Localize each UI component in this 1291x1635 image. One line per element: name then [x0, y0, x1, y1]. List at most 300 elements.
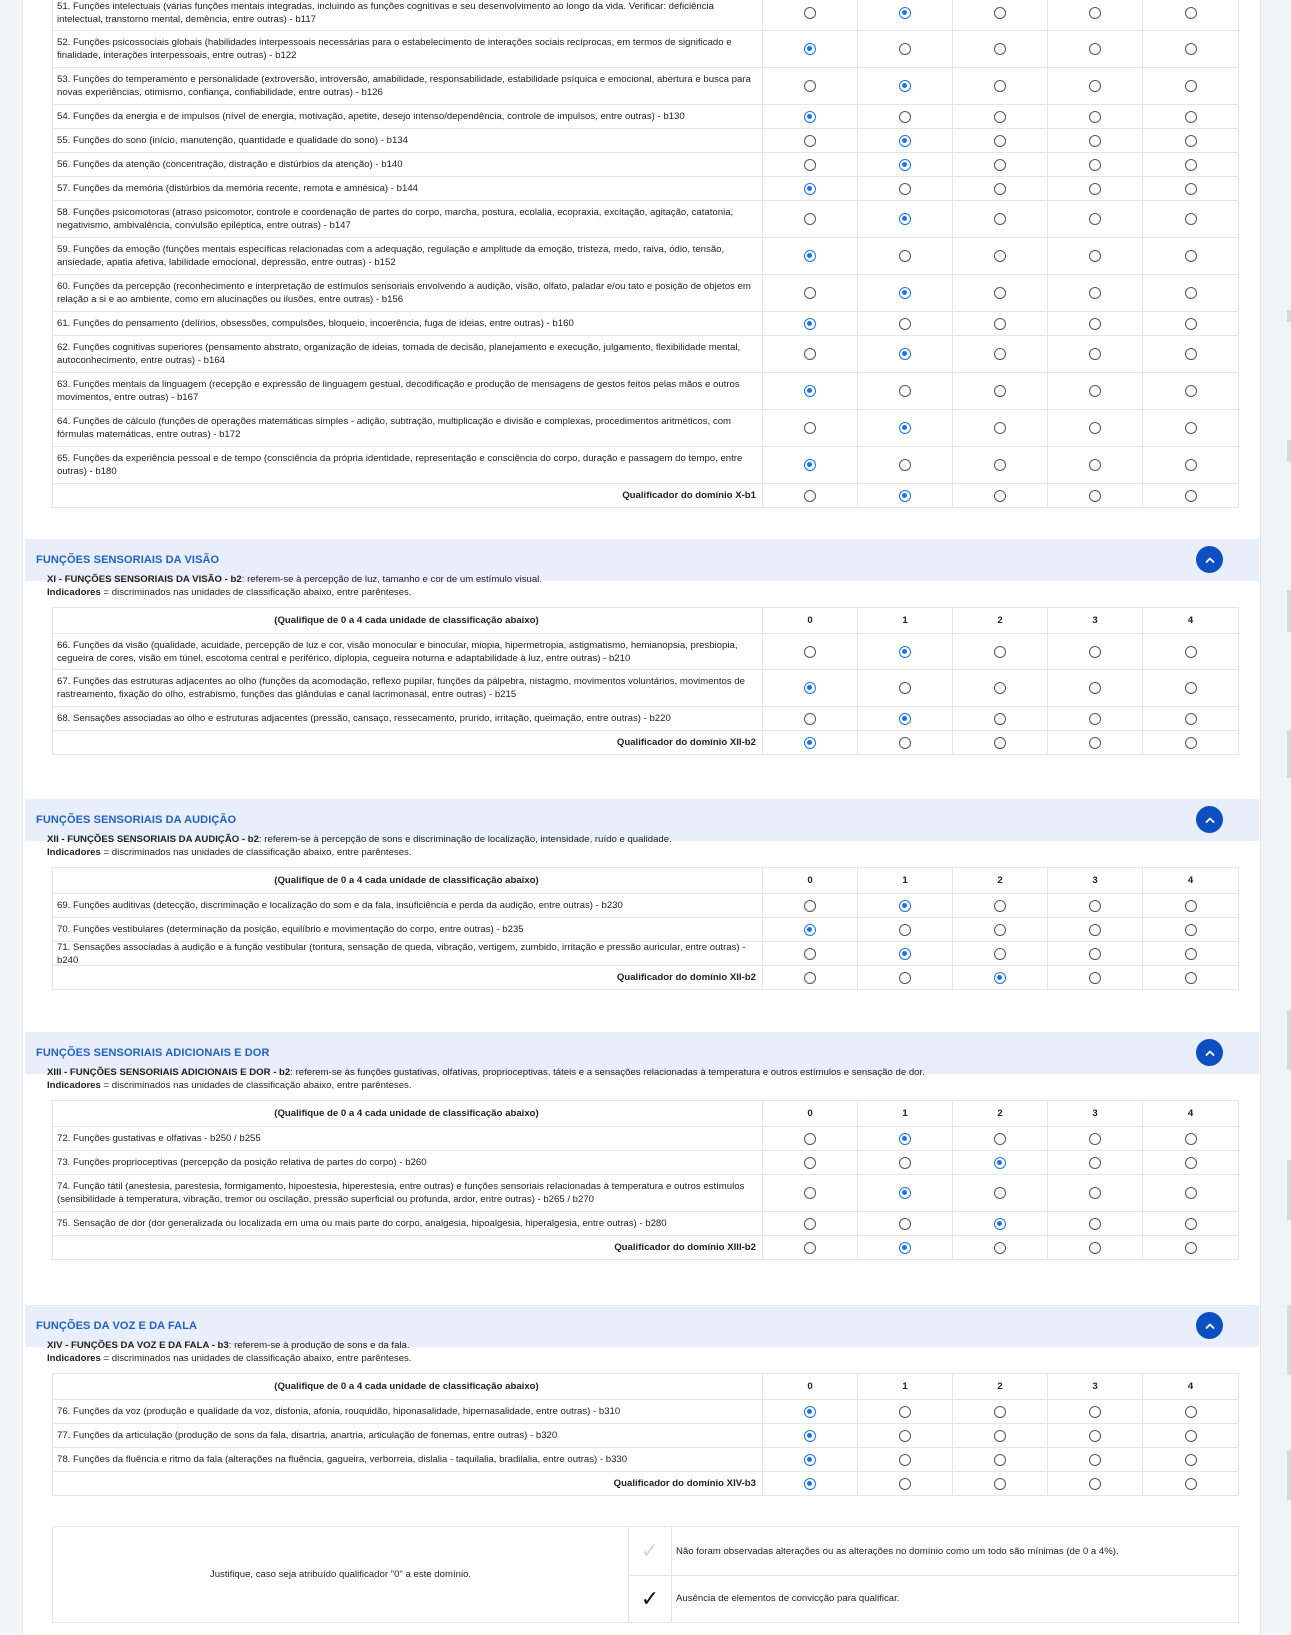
item-radio-1[interactable] — [899, 183, 911, 195]
item-radio-1[interactable] — [899, 348, 911, 360]
item-radio-1[interactable] — [899, 135, 911, 147]
item-radio-2[interactable] — [994, 7, 1006, 19]
item-radio-1[interactable] — [899, 713, 911, 725]
table-row — [53, 1400, 1238, 1424]
table-header-row — [53, 868, 1238, 894]
justification-option-1[interactable] — [629, 1527, 1238, 1576]
indicators-text: = discriminados nas unidades de classificação abaixo, entre parênteses. — [100, 847, 412, 858]
item-radio-2[interactable] — [994, 250, 1006, 262]
item-label: 55. Funções do sono (início, manutenção, quantidade e qualidade do sono) - b134 — [53, 129, 763, 152]
item-radio-0[interactable] — [804, 1218, 816, 1230]
item-radio-0[interactable] — [804, 318, 816, 330]
item-radio-1[interactable] — [899, 1157, 911, 1169]
radio-cell — [858, 894, 953, 917]
item-radio-4[interactable] — [1185, 422, 1197, 434]
qualifier-radio-4[interactable] — [1185, 737, 1197, 749]
radio-cell — [1048, 336, 1143, 372]
item-radio-3[interactable] — [1089, 1187, 1101, 1199]
qualifier-radio-2[interactable] — [994, 1242, 1006, 1254]
item-radio-1[interactable] — [899, 1187, 911, 1199]
radio-cell — [763, 1448, 858, 1471]
column-header: 1 — [858, 868, 953, 893]
radio-cell — [953, 1236, 1048, 1259]
item-radio-0[interactable] — [804, 7, 816, 19]
radio-cell — [763, 707, 858, 730]
qualifier-radio-3[interactable] — [1089, 490, 1101, 502]
table-row — [53, 312, 1238, 336]
scroll-marker — [1287, 1010, 1291, 1070]
radio-cell — [763, 731, 858, 754]
item-radio-1[interactable] — [899, 385, 911, 397]
table-row — [53, 105, 1238, 129]
item-radio-2[interactable] — [994, 348, 1006, 360]
radio-cell — [1048, 1424, 1143, 1447]
item-radio-0[interactable] — [804, 385, 816, 397]
radio-cell — [1143, 1127, 1238, 1150]
item-radio-1[interactable] — [899, 459, 911, 471]
item-radio-1[interactable] — [899, 1430, 911, 1442]
item-radio-2[interactable] — [994, 1187, 1006, 1199]
item-radio-0[interactable] — [804, 80, 816, 92]
radio-cell — [763, 1424, 858, 1447]
item-radio-3[interactable] — [1089, 1157, 1101, 1169]
radio-cell — [858, 1448, 953, 1471]
item-radio-0[interactable] — [804, 682, 816, 694]
item-radio-2[interactable] — [994, 159, 1006, 171]
item-radio-4[interactable] — [1185, 900, 1197, 912]
item-radio-4[interactable] — [1185, 1187, 1197, 1199]
item-label: 71. Sensações associadas à audição e à função vestibular (tontura, sensação de queda, vibração, vertigem, zumbido, irritação e pressão auricular, entre outras) - b240 — [53, 942, 763, 965]
item-radio-1[interactable] — [899, 159, 911, 171]
radio-cell — [763, 153, 858, 176]
item-radio-2[interactable] — [994, 459, 1006, 471]
item-radio-0[interactable] — [804, 43, 816, 55]
radio-cell — [763, 484, 858, 507]
item-radio-4[interactable] — [1185, 111, 1197, 123]
qualifier-radio-0[interactable] — [804, 1478, 816, 1490]
check-icon[interactable]: ✓ — [640, 1538, 660, 1563]
justification-option-2[interactable] — [629, 1575, 1238, 1622]
radio-cell — [1143, 447, 1238, 483]
item-radio-1[interactable] — [899, 318, 911, 330]
radio-cell — [858, 918, 953, 941]
collapse-button[interactable] — [1196, 1312, 1223, 1339]
table-row — [53, 238, 1238, 275]
item-radio-2[interactable] — [994, 385, 1006, 397]
item-radio-1[interactable] — [899, 43, 911, 55]
item-radio-4[interactable] — [1185, 287, 1197, 299]
item-radio-2[interactable] — [994, 43, 1006, 55]
item-radio-4[interactable] — [1185, 183, 1197, 195]
radio-cell — [763, 1175, 858, 1211]
description-heading: XIII - FUNÇÕES SENSORIAIS ADICIONAIS E DOR - b2 — [47, 1067, 291, 1078]
radio-cell — [953, 238, 1048, 274]
item-radio-2[interactable] — [994, 1157, 1006, 1169]
item-radio-3[interactable] — [1089, 1430, 1101, 1442]
item-radio-3[interactable] — [1089, 183, 1101, 195]
item-radio-1[interactable] — [899, 422, 911, 434]
qualifier-radio-0[interactable] — [804, 737, 816, 749]
radio-cell — [953, 31, 1048, 67]
radio-cell — [953, 153, 1048, 176]
item-radio-3[interactable] — [1089, 924, 1101, 936]
radio-cell — [763, 1151, 858, 1174]
radio-cell — [1048, 894, 1143, 917]
radio-cell — [953, 1127, 1048, 1150]
item-radio-4[interactable] — [1185, 1406, 1197, 1418]
item-radio-4[interactable] — [1185, 159, 1197, 171]
item-radio-2[interactable] — [994, 1406, 1006, 1418]
item-radio-4[interactable] — [1185, 1454, 1197, 1466]
radio-cell — [1143, 410, 1238, 446]
chevron-up-icon — [1204, 1320, 1216, 1332]
item-radio-0[interactable] — [804, 1133, 816, 1145]
table-row — [53, 336, 1238, 373]
collapse-button[interactable] — [1196, 806, 1223, 833]
radio-cell — [1143, 373, 1238, 409]
indicators-text: = discriminados nas unidades de classificação abaixo, entre parênteses. — [100, 587, 412, 598]
radio-cell — [1143, 634, 1238, 669]
item-radio-4[interactable] — [1185, 135, 1197, 147]
section-description — [47, 1066, 925, 1092]
radio-cell — [1048, 1151, 1143, 1174]
qualifier-radio-4[interactable] — [1185, 490, 1197, 502]
item-radio-0[interactable] — [804, 1406, 816, 1418]
radio-cell — [1143, 484, 1238, 507]
item-radio-4[interactable] — [1185, 1157, 1197, 1169]
scroll-marker — [1287, 730, 1291, 778]
qualifier-row — [53, 966, 1238, 989]
item-radio-1[interactable] — [899, 1406, 911, 1418]
qualifier-radio-4[interactable] — [1185, 1478, 1197, 1490]
item-radio-2[interactable] — [994, 135, 1006, 147]
radio-cell — [1048, 238, 1143, 274]
item-radio-0[interactable] — [804, 213, 816, 225]
column-header: 0 — [763, 608, 858, 633]
qualifier-radio-3[interactable] — [1089, 1242, 1101, 1254]
item-label: 62. Funções cognitivas superiores (pensamento abstrato, organização de ideias, tomada de decisão, planejamento e execução, julgamento, flexibilidade mental, autoconhecimento, entre outras) - b164 — [53, 336, 763, 372]
table-row — [53, 894, 1238, 918]
radio-cell — [953, 68, 1048, 104]
item-radio-0[interactable] — [804, 159, 816, 171]
radio-cell — [1143, 1151, 1238, 1174]
item-radio-3[interactable] — [1089, 287, 1101, 299]
item-radio-2[interactable] — [994, 1218, 1006, 1230]
item-radio-2[interactable] — [994, 318, 1006, 330]
column-header: 2 — [953, 868, 1048, 893]
item-radio-4[interactable] — [1185, 459, 1197, 471]
item-radio-2[interactable] — [994, 80, 1006, 92]
item-radio-4[interactable] — [1185, 1133, 1197, 1145]
item-label: 51. Funções intelectuais (várias funções mentais integradas, incluindo as funções cognitivas e seu desenvolvimento ao longo da vida. Verificar: deficiência intelectual, transtorno mental, demência, entre outras) - b117 — [53, 0, 763, 30]
item-radio-1[interactable] — [899, 111, 911, 123]
radio-cell — [763, 129, 858, 152]
item-label: 53. Funções do temperamento e personalidade (extroversão, introversão, amabilidade, responsabilidade, estabilidade psíquica e emocional, abertura e busca para novas experiências, otimismo, confiança, confiabilidade, entre outras) - b126 — [53, 68, 763, 104]
qualifier-radio-2[interactable] — [994, 972, 1006, 984]
item-radio-2[interactable] — [994, 900, 1006, 912]
item-radio-1[interactable] — [899, 1133, 911, 1145]
item-radio-3[interactable] — [1089, 1133, 1101, 1145]
table-row — [53, 410, 1238, 447]
radio-cell — [1048, 153, 1143, 176]
item-radio-4[interactable] — [1185, 713, 1197, 725]
chevron-up-icon — [1204, 814, 1216, 826]
item-radio-2[interactable] — [994, 1430, 1006, 1442]
item-radio-2[interactable] — [994, 183, 1006, 195]
item-radio-4[interactable] — [1185, 385, 1197, 397]
item-radio-1[interactable] — [899, 7, 911, 19]
chevron-up-icon — [1204, 1047, 1216, 1059]
radio-cell — [763, 410, 858, 446]
item-radio-2[interactable] — [994, 948, 1006, 960]
radio-cell — [1143, 1175, 1238, 1211]
radio-cell — [1048, 0, 1143, 30]
item-label: 60. Funções da percepção (reconhecimento e interpretação de estímulos sensoriais envolvendo a audição, visão, olfato, paladar e/ou tato e posição de objetos em relação a si e ao ambiente, como em alucinações ou ilusões, entre outras) - b156 — [53, 275, 763, 311]
item-radio-3[interactable] — [1089, 422, 1101, 434]
item-radio-4[interactable] — [1185, 348, 1197, 360]
item-radio-3[interactable] — [1089, 7, 1101, 19]
item-radio-3[interactable] — [1089, 682, 1101, 694]
qualifier-radio-0[interactable] — [804, 490, 816, 502]
collapse-button[interactable] — [1196, 1039, 1223, 1066]
item-radio-1[interactable] — [899, 682, 911, 694]
item-radio-4[interactable] — [1185, 213, 1197, 225]
qualifier-row — [53, 731, 1238, 754]
column-header: 2 — [953, 1101, 1048, 1126]
item-radio-3[interactable] — [1089, 713, 1101, 725]
qualifier-radio-0[interactable] — [804, 1242, 816, 1254]
radio-cell — [763, 336, 858, 372]
radio-cell — [953, 918, 1048, 941]
radio-cell — [1048, 707, 1143, 730]
column-header: 1 — [858, 1374, 953, 1399]
item-radio-3[interactable] — [1089, 459, 1101, 471]
item-radio-2[interactable] — [994, 213, 1006, 225]
table-row — [53, 177, 1238, 201]
radio-cell — [953, 177, 1048, 200]
item-radio-4[interactable] — [1185, 1430, 1197, 1442]
qualifier-radio-3[interactable] — [1089, 1478, 1101, 1490]
item-radio-3[interactable] — [1089, 385, 1101, 397]
item-radio-1[interactable] — [899, 646, 911, 658]
item-radio-0[interactable] — [804, 459, 816, 471]
item-label: 67. Funções das estruturas adjacentes ao olho (funções da acomodação, reflexo pupilar, funções da pálpebra, nistagmo, movimentos voluntários, movimentos de rastreamento, fixação do olho, estrabismo, funções das glândulas e canal lacrimonasal, entre outras) - b215 — [53, 670, 763, 706]
radio-cell — [1143, 1472, 1238, 1495]
item-radio-0[interactable] — [804, 1430, 816, 1442]
radio-cell — [763, 238, 858, 274]
item-radio-1[interactable] — [899, 287, 911, 299]
qualifier-radio-1[interactable] — [899, 737, 911, 749]
table-header-row — [53, 1101, 1238, 1127]
item-radio-1[interactable] — [899, 948, 911, 960]
item-radio-3[interactable] — [1089, 348, 1101, 360]
qualifier-label: Qualificador do domínio XII-b2 — [53, 731, 763, 754]
item-radio-0[interactable] — [804, 924, 816, 936]
radio-cell — [953, 129, 1048, 152]
radio-cell — [1048, 68, 1143, 104]
radio-cell — [1048, 731, 1143, 754]
item-radio-1[interactable] — [899, 213, 911, 225]
item-radio-0[interactable] — [804, 1454, 816, 1466]
item-radio-3[interactable] — [1089, 135, 1101, 147]
radio-cell — [858, 68, 953, 104]
item-radio-4[interactable] — [1185, 80, 1197, 92]
item-radio-3[interactable] — [1089, 1406, 1101, 1418]
qualifier-radio-1[interactable] — [899, 1478, 911, 1490]
item-radio-3[interactable] — [1089, 948, 1101, 960]
section-title: FUNÇÕES SENSORIAIS ADICIONAIS E DOR — [36, 1047, 270, 1059]
radio-cell — [1143, 1212, 1238, 1235]
qualifier-radio-2[interactable] — [994, 737, 1006, 749]
description-text: : referem-se à percepção de sons e discriminação de localização, intensidade, ruído e qualidade. — [258, 834, 672, 845]
qualifier-radio-3[interactable] — [1089, 737, 1101, 749]
item-radio-1[interactable] — [899, 900, 911, 912]
radio-cell — [858, 31, 953, 67]
item-label: 64. Funções de cálculo (funções de operações matemáticas simples - adição, subtração, multiplicação e divisão e complexas, procedimentos aritméticos, com fórmulas matemáticas, entre outras) - b172 — [53, 410, 763, 446]
justification-option-text: Ausência de elementos de convicção para qualificar. — [671, 1575, 899, 1622]
item-label: 57. Funções da memória (distúrbios da memória recente, remota e amnésica) - b144 — [53, 177, 763, 200]
scroll-marker — [1287, 440, 1291, 462]
qualifier-radio-4[interactable] — [1185, 972, 1197, 984]
item-radio-4[interactable] — [1185, 7, 1197, 19]
item-radio-0[interactable] — [804, 713, 816, 725]
item-radio-4[interactable] — [1185, 646, 1197, 658]
item-radio-0[interactable] — [804, 348, 816, 360]
radio-cell — [858, 1212, 953, 1235]
qualifier-radio-4[interactable] — [1185, 1242, 1197, 1254]
item-radio-2[interactable] — [994, 682, 1006, 694]
radio-cell — [763, 312, 858, 335]
item-radio-2[interactable] — [994, 1454, 1006, 1466]
item-radio-0[interactable] — [804, 287, 816, 299]
qualifier-radio-1[interactable] — [899, 490, 911, 502]
radio-cell — [1143, 0, 1238, 30]
item-radio-0[interactable] — [804, 1187, 816, 1199]
item-radio-3[interactable] — [1089, 646, 1101, 658]
item-radio-2[interactable] — [994, 287, 1006, 299]
item-radio-4[interactable] — [1185, 318, 1197, 330]
item-radio-4[interactable] — [1185, 682, 1197, 694]
item-radio-0[interactable] — [804, 900, 816, 912]
column-header: 4 — [1187, 1108, 1194, 1119]
item-radio-1[interactable] — [899, 924, 911, 936]
column-header: 3 — [1048, 608, 1143, 633]
radio-cell — [1143, 1448, 1238, 1471]
qualifier-radio-2[interactable] — [994, 1478, 1006, 1490]
item-radio-3[interactable] — [1089, 1454, 1101, 1466]
item-radio-0[interactable] — [804, 948, 816, 960]
scroll-marker — [1287, 1305, 1291, 1375]
justification-label: Justifique, caso seja atribuído qualificador "0" a este domínio. — [209, 1569, 472, 1580]
item-radio-2[interactable] — [994, 924, 1006, 936]
item-label: 61. Funções do pensamento (delírios, obsessões, compulsões, bloqueio, incoerência, fuga de ideias, entre outras) - b160 — [53, 312, 763, 335]
radio-cell — [858, 105, 953, 128]
qualifier-radio-1[interactable] — [899, 1242, 911, 1254]
section-title: FUNÇÕES DA VOZ E DA FALA — [36, 1320, 198, 1332]
item-radio-1[interactable] — [899, 250, 911, 262]
item-radio-0[interactable] — [804, 646, 816, 658]
table-row — [53, 129, 1238, 153]
item-radio-2[interactable] — [994, 1133, 1006, 1145]
item-radio-4[interactable] — [1185, 948, 1197, 960]
item-label: 66. Funções da visão (qualidade, acuidade, percepção de luz e cor, visão monocular e binocular, miopia, hipermetropia, astigmatismo, hemianopsia, presbiopia, cegueira de cores, visão em túnel, escotoma central e periférico, diplopia, cegueira noturna e adaptabilidade à luz, entre outras) - b210 — [53, 634, 763, 669]
radio-cell — [1048, 312, 1143, 335]
item-radio-3[interactable] — [1089, 111, 1101, 123]
item-label: 65. Funções da experiência pessoal e de tempo (consciência da própria identidade, representação e consciência do corpo, duração e passagem do tempo, entre outras) - b180 — [53, 447, 763, 483]
radio-cell — [953, 0, 1048, 30]
item-radio-3[interactable] — [1089, 900, 1101, 912]
section-description — [47, 833, 672, 859]
check-icon[interactable]: ✓ — [640, 1585, 660, 1611]
item-radio-3[interactable] — [1089, 318, 1101, 330]
radio-cell — [858, 153, 953, 176]
item-radio-0[interactable] — [804, 1157, 816, 1169]
table-row — [53, 275, 1238, 312]
item-radio-4[interactable] — [1185, 924, 1197, 936]
item-radio-0[interactable] — [804, 183, 816, 195]
radio-cell — [763, 447, 858, 483]
item-radio-4[interactable] — [1185, 250, 1197, 262]
item-radio-1[interactable] — [899, 1454, 911, 1466]
table-row — [53, 0, 1238, 31]
qualifier-radio-3[interactable] — [1089, 972, 1101, 984]
item-radio-3[interactable] — [1089, 1218, 1101, 1230]
item-radio-3[interactable] — [1089, 213, 1101, 225]
qualifier-radio-2[interactable] — [994, 490, 1006, 502]
collapse-button[interactable] — [1196, 546, 1223, 573]
item-radio-2[interactable] — [994, 646, 1006, 658]
qualifier-radio-1[interactable] — [899, 972, 911, 984]
radio-cell — [953, 1472, 1048, 1495]
item-radio-3[interactable] — [1089, 250, 1101, 262]
radio-cell — [858, 484, 953, 507]
item-radio-2[interactable] — [994, 111, 1006, 123]
description-text: : referem-se à produção de sons e da fala. — [228, 1340, 410, 1351]
item-radio-0[interactable] — [804, 135, 816, 147]
radio-cell — [858, 1472, 953, 1495]
item-label: 69. Funções auditivas (detecção, discriminação e localização do som e da fala, insuficiência e perda da audição, entre outras) - b230 — [53, 894, 763, 917]
item-radio-3[interactable] — [1089, 43, 1101, 55]
item-radio-1[interactable] — [899, 1218, 911, 1230]
radio-cell — [1048, 942, 1143, 965]
item-radio-0[interactable] — [804, 422, 816, 434]
radio-cell — [1143, 31, 1238, 67]
radio-cell — [1143, 312, 1238, 335]
radio-cell — [1048, 275, 1143, 311]
item-label: 77. Funções da articulação (produção de sons da fala, disartria, anartria, articulação de fonemas, entre outras) - b320 — [53, 1424, 763, 1447]
radio-cell — [953, 670, 1048, 706]
item-radio-2[interactable] — [994, 422, 1006, 434]
item-radio-4[interactable] — [1185, 1218, 1197, 1230]
item-radio-1[interactable] — [899, 80, 911, 92]
qualifier-radio-0[interactable] — [804, 972, 816, 984]
radio-cell — [953, 966, 1048, 989]
radio-cell — [858, 1236, 953, 1259]
radio-cell — [858, 1424, 953, 1447]
radio-cell — [953, 1212, 1048, 1235]
item-radio-3[interactable] — [1089, 159, 1101, 171]
item-radio-3[interactable] — [1089, 80, 1101, 92]
column-header: 4 — [1187, 615, 1194, 626]
item-radio-2[interactable] — [994, 713, 1006, 725]
item-radio-0[interactable] — [804, 111, 816, 123]
radio-cell — [763, 966, 858, 989]
radio-cell — [763, 68, 858, 104]
radio-cell — [1048, 201, 1143, 237]
radio-cell — [763, 670, 858, 706]
item-radio-4[interactable] — [1185, 43, 1197, 55]
item-radio-0[interactable] — [804, 250, 816, 262]
